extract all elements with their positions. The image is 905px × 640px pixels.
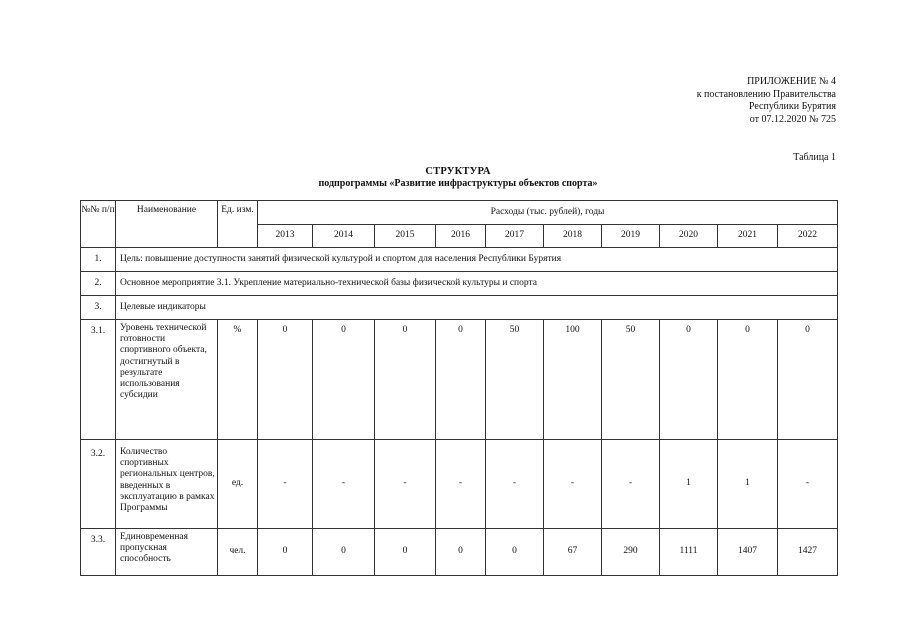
header-name: Наименование: [116, 201, 218, 248]
value-cell: 1407: [718, 529, 778, 576]
title-main: СТРУКТУРА: [425, 166, 491, 177]
header-year: 2020: [660, 225, 718, 248]
value-cell: 0: [258, 529, 313, 576]
table-row-indicators: [81, 296, 838, 320]
value-cell: 0: [258, 320, 313, 440]
value-cell: -: [375, 440, 436, 529]
value-cell: 0: [375, 529, 436, 576]
header-unit: Ед. изм.: [218, 201, 258, 248]
value-cell: 0: [375, 320, 436, 440]
header-year: 2017: [486, 225, 544, 248]
header-year: 2013: [258, 225, 313, 248]
header-year: 2014: [313, 225, 375, 248]
title-subtitle: подпрограммы «Развитие инфраструктуры объектов спорта»: [318, 178, 598, 189]
row-number: 1.: [81, 248, 116, 272]
table-row-goal: [81, 248, 838, 272]
value-cell: 1: [718, 440, 778, 529]
table-row: [81, 320, 838, 440]
value-cell: 0: [436, 529, 486, 576]
table-row: [81, 440, 838, 529]
value-cell: -: [602, 440, 660, 529]
indicator-name: Уровень технической готовности спортивного объекта, достигнутый в результате использования субсидии: [116, 320, 218, 440]
value-cell: 0: [778, 320, 838, 440]
document-title: [80, 165, 836, 190]
indicator-name: Единовременная пропускная способность: [116, 529, 218, 576]
value-cell: 50: [602, 320, 660, 440]
row-number: 2.: [81, 272, 116, 296]
header-year: 2021: [718, 225, 778, 248]
table-row: [81, 529, 838, 576]
value-cell: 1111: [660, 529, 718, 576]
table-header-row: [81, 201, 838, 225]
value-cell: 0: [313, 529, 375, 576]
row-number: 3.3.: [81, 529, 116, 576]
value-cell: 290: [602, 529, 660, 576]
value-cell: 0: [718, 320, 778, 440]
unit-cell: %: [218, 320, 258, 440]
indicator-name: Количество спортивных региональных центров, введенных в эксплуатацию в рамках Программы: [116, 440, 218, 529]
table-label: Таблица 1: [793, 152, 836, 163]
row-number: 3.1.: [81, 320, 116, 440]
header-year: 2022: [778, 225, 838, 248]
unit-cell: ед.: [218, 440, 258, 529]
value-cell: -: [436, 440, 486, 529]
value-cell: -: [778, 440, 838, 529]
header-year: 2018: [544, 225, 602, 248]
value-cell: 50: [486, 320, 544, 440]
value-cell: 0: [436, 320, 486, 440]
value-cell: 1427: [778, 529, 838, 576]
header-year: 2016: [436, 225, 486, 248]
value-cell: 0: [660, 320, 718, 440]
header-expenses: Расходы (тыс. рублей), годы: [258, 201, 838, 225]
value-cell: 1: [660, 440, 718, 529]
appendix-line: ПРИЛОЖЕНИЕ № 4: [747, 76, 836, 87]
value-cell: -: [258, 440, 313, 529]
header-year: 2015: [375, 225, 436, 248]
value-cell: 67: [544, 529, 602, 576]
appendix-line: от 07.12.2020 № 725: [749, 113, 836, 125]
row-number: 3.: [81, 296, 116, 320]
table-row-measure: [81, 272, 838, 296]
value-cell: -: [486, 440, 544, 529]
row-indicators-text: Целевые индикаторы: [116, 296, 838, 320]
value-cell: 0: [486, 529, 544, 576]
unit-cell: чел.: [218, 529, 258, 576]
value-cell: -: [544, 440, 602, 529]
value-cell: 0: [313, 320, 375, 440]
value-cell: -: [313, 440, 375, 529]
row-goal-text: Цель: повышение доступности занятий физической культурой и спортом для населения Республики Бурятия: [116, 248, 838, 272]
header-num: №№ п/п: [81, 201, 116, 248]
appendix-line: Республики Бурятия: [748, 101, 836, 112]
structure-table: [80, 200, 838, 576]
header-year: 2019: [602, 225, 660, 248]
row-number: 3.2.: [81, 440, 116, 529]
appendix-line: к постановлению Правительства: [696, 88, 836, 100]
row-measure-text: Основное мероприятие 3.1. Укрепление материально-технической базы физической культуры и спорта: [116, 272, 838, 296]
appendix-block: [697, 76, 836, 126]
value-cell: 100: [544, 320, 602, 440]
